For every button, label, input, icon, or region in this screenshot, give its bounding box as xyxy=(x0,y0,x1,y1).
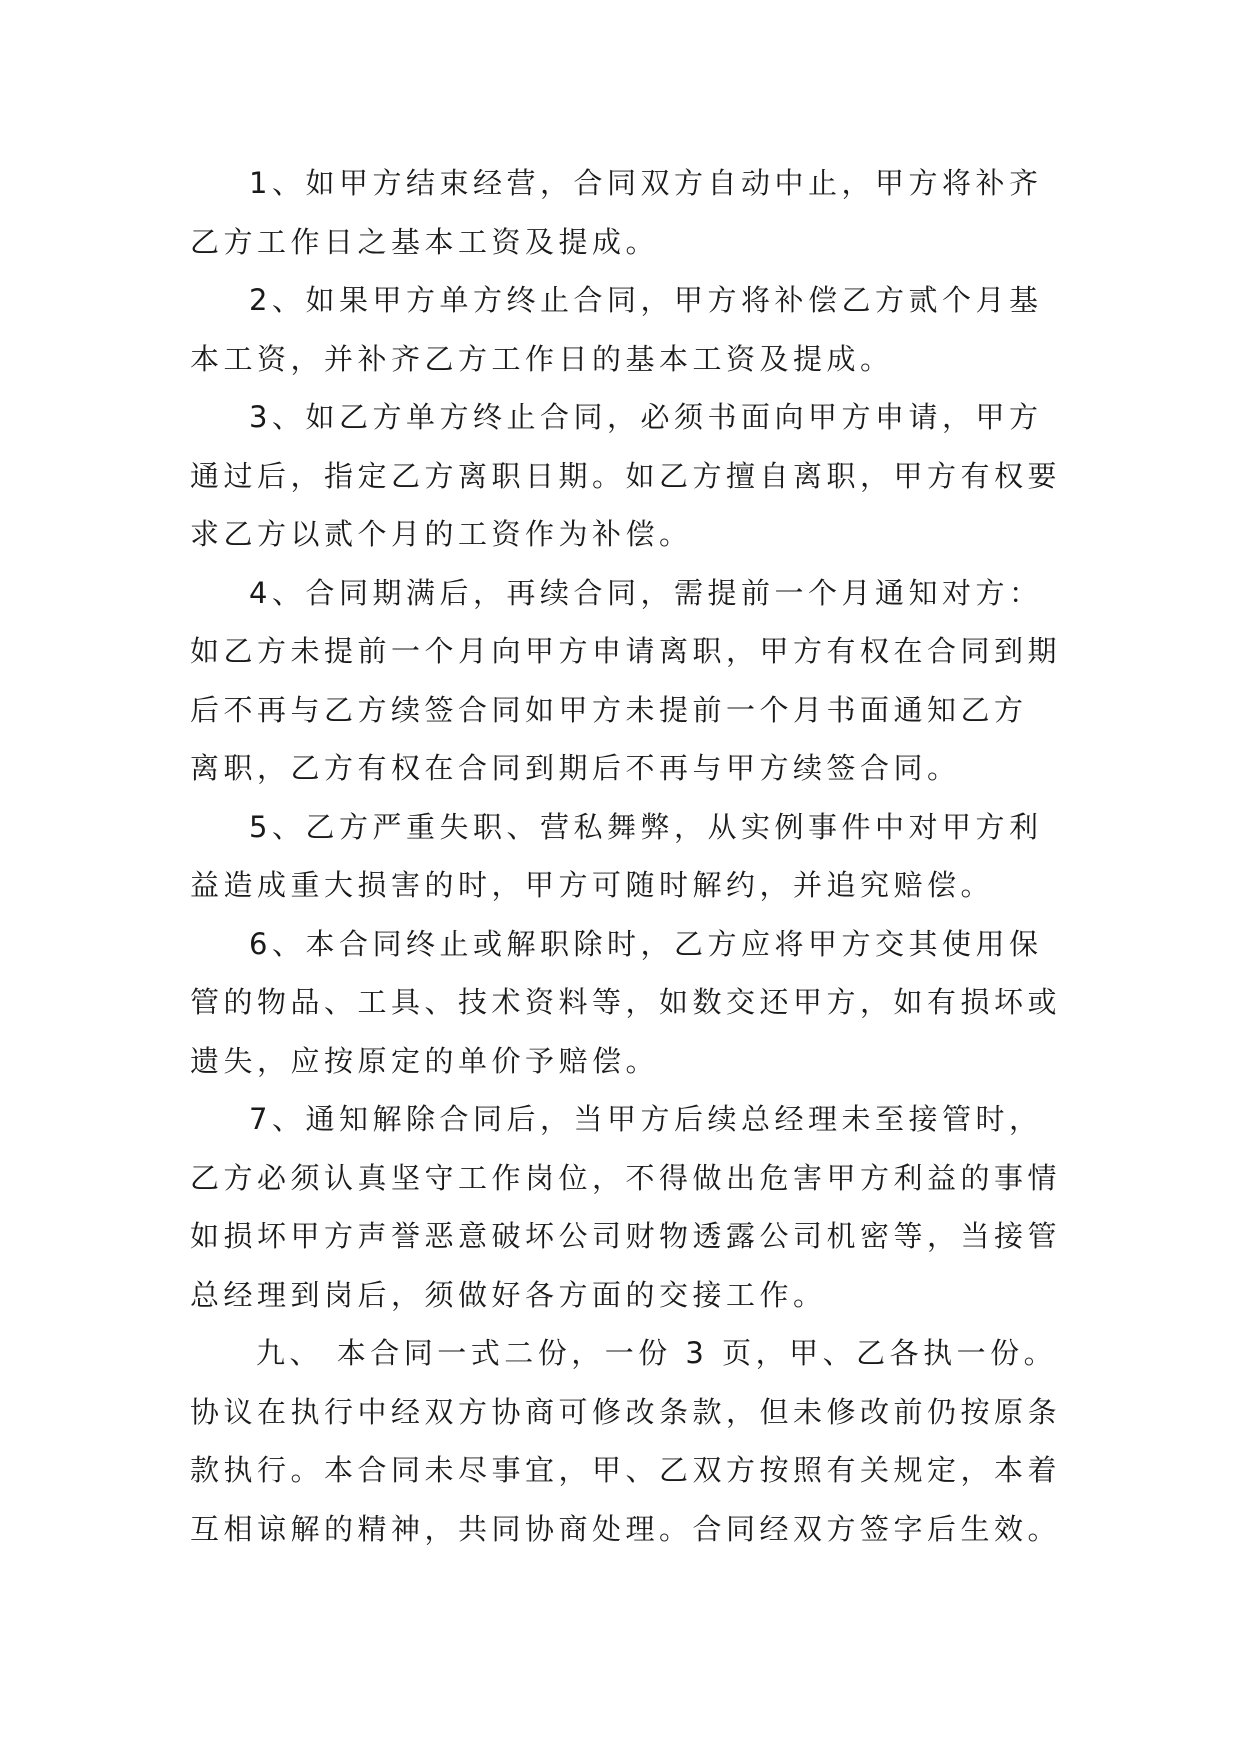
paragraph-line: 6、本合同终止或解职除时，乙方应将甲方交其使用保 xyxy=(249,926,1043,961)
paragraph-line: 4、合同期满后，再续合同，需提前一个月通知对方： xyxy=(249,575,1043,610)
clause-6 xyxy=(190,915,1060,1091)
clause-2 xyxy=(190,271,1060,388)
paragraph-line: 互相谅解的精神，共同协商处理。合同经双方签字后生效。 xyxy=(190,1511,1062,1546)
document-body xyxy=(190,154,1060,1558)
paragraph-line: 总经理到岗后，须做好各方面的交接工作。 xyxy=(190,1277,827,1312)
paragraph-line: 本工资，并补齐乙方工作日的基本工资及提成。 xyxy=(190,341,894,376)
clause-7 xyxy=(190,1090,1060,1324)
paragraph-line: 离职，乙方有权在合同到期后不再与甲方续签合同。 xyxy=(190,751,961,785)
paragraph-line: 2、如果甲方单方终止合同，甲方将补偿乙方贰个月基 xyxy=(249,283,1043,317)
paragraph-line: 1、如甲方结束经营，合同双方自动中止，甲方将补齐 xyxy=(249,166,1043,200)
paragraph-line: 益造成重大损害的时，甲方可随时解约，并追究赔偿。 xyxy=(190,868,995,902)
paragraph-line: 遗失，应按原定的单价予赔偿。 xyxy=(190,1043,660,1078)
paragraph-line: 款执行。本合同未尽事宜，甲、乙双方按照有关规定，本着 xyxy=(190,1453,1062,1487)
clause-4 xyxy=(190,564,1060,798)
paragraph-line: 如乙方未提前一个月向甲方申请离职，甲方有权在合同到期 xyxy=(190,634,1062,668)
paragraph-line: 协议在执行中经双方协商可修改条款，但未修改前仍按原条 xyxy=(190,1394,1062,1429)
paragraph-line: 3、如乙方单方终止合同，必须书面向甲方申请，甲方 xyxy=(249,400,1043,434)
paragraph-line: 如损坏甲方声誉恶意破坏公司财物透露公司机密等，当接管 xyxy=(190,1219,1062,1253)
paragraph-line: 通过后，指定乙方离职日期。如乙方擅自离职，甲方有权要 xyxy=(190,458,1062,493)
paragraph-line: 5、乙方严重失职、营私舞弊，从实例事件中对甲方利 xyxy=(249,809,1043,844)
paragraph-line: 7、通知解除合同后，当甲方后续总经理未至接管时， xyxy=(249,1102,1043,1136)
paragraph-line: 乙方工作日之基本工资及提成。 xyxy=(190,224,660,259)
paragraph-line: 乙方必须认真坚守工作岗位，不得做出危害甲方利益的事情 xyxy=(190,1160,1062,1195)
clause-1 xyxy=(190,154,1060,271)
paragraph-line: 求乙方以贰个月的工资作为补偿。 xyxy=(190,517,693,551)
paragraph-line: 管的物品、工具、技术资料等，如数交还甲方，如有损坏或 xyxy=(190,985,1062,1019)
paragraph-line: 九、 本合同一式二份，一份 3 页，甲、乙各执一份。 xyxy=(256,1336,1058,1370)
section-9 xyxy=(190,1324,1060,1558)
clause-3 xyxy=(190,388,1060,564)
clause-5 xyxy=(190,798,1060,915)
paragraph-line: 后不再与乙方续签合同如甲方未提前一个月书面通知乙方 xyxy=(190,692,1028,727)
